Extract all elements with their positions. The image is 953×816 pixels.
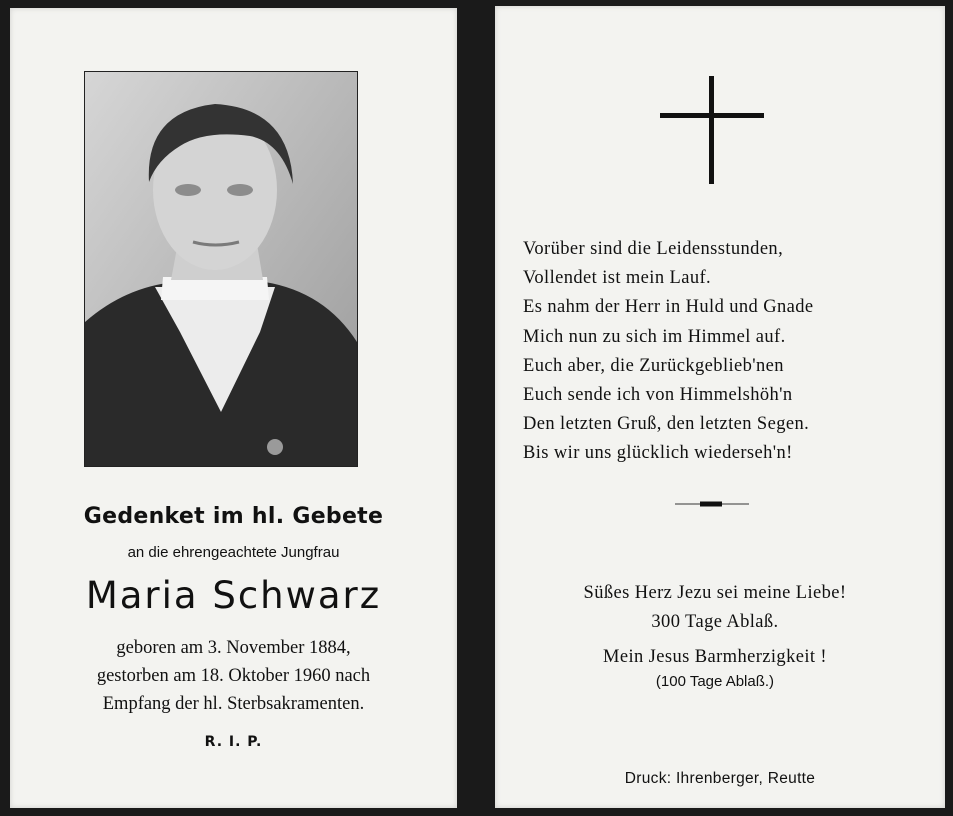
- bio-line: gestorben am 18. Oktober 1960 nach: [96, 666, 371, 686]
- rip-closing: R. I. P.: [204, 734, 263, 750]
- cross-icon: [660, 76, 764, 186]
- prayer-indulgence: 300 Tage Ablaß.: [651, 612, 779, 632]
- poem-line: Mich nun zu sich im Himmel auf.: [523, 326, 786, 347]
- prayer-text: Süßes Herz Jezu sei meine Liebe!: [583, 583, 847, 603]
- prayer-mercy: Mein Jesus Barmherzigkeit !: [602, 647, 827, 667]
- card-subheading: an die ehrengeachtete Jungfrau: [127, 544, 340, 561]
- card-heading: Gedenket im hl. Gebete: [83, 504, 384, 529]
- poem-line: Euch sende ich von Himmelshöh'n: [523, 385, 793, 406]
- prayer-sacred-heart: [495, 579, 935, 637]
- poem-line: Vorüber sind die Leidensstunden,: [523, 239, 784, 259]
- poem-line: Vollendet ist mein Lauf.: [523, 268, 712, 289]
- memorial-card-back: [495, 6, 945, 808]
- poem-line: Bis wir uns glücklich wiederseh'n!: [523, 443, 793, 464]
- poem-line: Euch aber, die Zurückgeblieb'nen: [523, 355, 784, 376]
- deceased-name: Maria Schwarz: [85, 574, 382, 617]
- biography: [10, 634, 457, 718]
- memorial-card-front: [10, 8, 457, 808]
- printer-credit: Druck: Ihrenberger, Reutte: [624, 770, 816, 787]
- poem-line: Den letzten Gruß, den letzten Segen.: [523, 414, 810, 435]
- poem: [523, 235, 814, 469]
- portrait-photo: [84, 71, 358, 467]
- bio-line: geboren am 3. November 1884,: [116, 638, 351, 658]
- divider-ornament: [675, 500, 749, 508]
- prayer-mercy-indulgence: (100 Tage Ablaß.): [655, 673, 775, 690]
- card-fold-gap: [468, 0, 484, 816]
- bio-line: Empfang der hl. Sterbsakramenten.: [102, 694, 365, 714]
- poem-line: Es nahm der Herr in Huld und Gnade: [523, 297, 814, 318]
